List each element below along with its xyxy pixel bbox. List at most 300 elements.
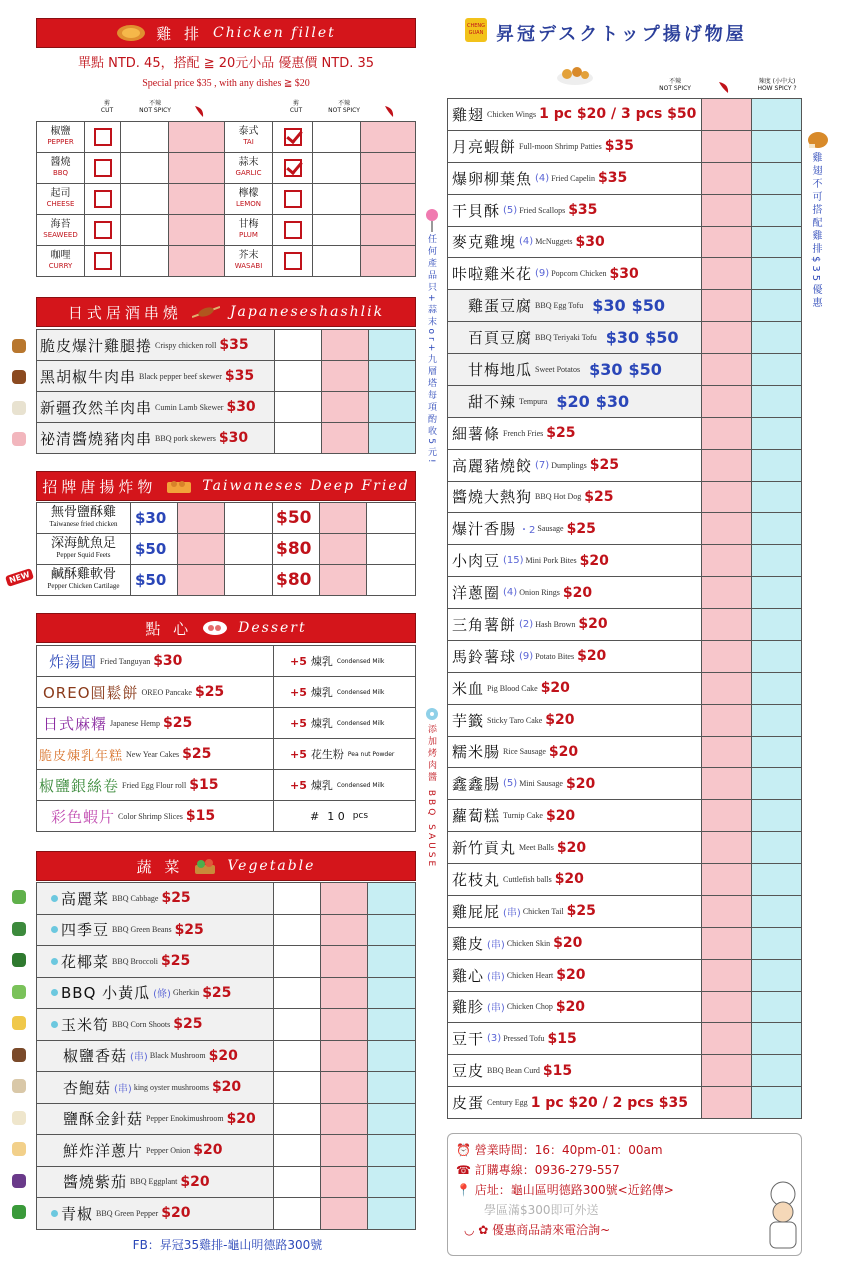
deepfried-title-en: Taiwaneses Deep Fried <box>202 478 410 494</box>
menu-item[interactable]: 雞皮 (串) Chicken Skin $20 <box>448 928 702 959</box>
cut-checkbox[interactable] <box>94 190 112 208</box>
menu-row <box>448 896 802 928</box>
level-cell[interactable] <box>752 1087 802 1118</box>
spicy-cell[interactable] <box>321 946 368 977</box>
spicy-cell[interactable] <box>702 1023 752 1054</box>
level-cell[interactable] <box>752 609 802 640</box>
menu-row <box>448 545 802 577</box>
menu-item[interactable]: 馬鈴薯球 (9) Potato Bites $20 <box>448 641 702 672</box>
notspicy-cell[interactable] <box>121 215 169 245</box>
notspicy-cell[interactable] <box>121 184 169 214</box>
cut-checkbox[interactable] <box>94 252 112 270</box>
spicy-cell[interactable] <box>321 1167 368 1198</box>
spicy-cell[interactable] <box>169 184 225 214</box>
menu-item[interactable]: 豆干 (3) Pressed Tofu $15 <box>448 1023 702 1054</box>
spicy-cell[interactable] <box>702 545 752 576</box>
menu-item[interactable]: 蘿蔔糕 Turnip Cake $20 <box>448 800 702 831</box>
level-cell[interactable] <box>752 737 802 768</box>
menu-row: 椒鹽銀絲卷 Fried Egg Flour roll $15 +5 煉乳 Condensed Milk <box>37 770 416 801</box>
spicy-cell[interactable] <box>321 1041 368 1072</box>
menu-row <box>448 992 802 1024</box>
level-cell[interactable] <box>368 946 416 977</box>
menu-item[interactable]: 醬燒紫茄 BBQ Eggplant $20 <box>37 1167 274 1198</box>
chicken-special: Special price $35 , with any dishes ≧ $20 <box>142 78 310 89</box>
spicy-cell[interactable] <box>702 864 752 895</box>
spicy-cell[interactable] <box>321 1072 368 1103</box>
spicy-cell[interactable] <box>702 99 752 130</box>
spicy-cell[interactable] <box>361 184 416 214</box>
level-cell[interactable] <box>752 864 802 895</box>
chicken-flavor-row <box>37 122 416 153</box>
level-cell[interactable] <box>752 705 802 736</box>
spicy-cell[interactable] <box>702 896 752 927</box>
level-cell[interactable] <box>752 896 802 927</box>
menu-row <box>37 1104 416 1136</box>
spicy-cell[interactable] <box>702 322 752 353</box>
level-cell[interactable] <box>752 992 802 1023</box>
chicken-title-en: Chicken fillet <box>212 25 336 41</box>
right-howspicy-header: 辣度 (小中大) HOW SPICY ? <box>757 78 797 92</box>
menu-item[interactable]: 雞心 (串) Chicken Heart $20 <box>448 960 702 991</box>
spicy-cell[interactable] <box>702 737 752 768</box>
menu-item[interactable]: 花枝丸 Cuttlefish balls $20 <box>448 864 702 895</box>
price-small: $50 <box>131 534 178 564</box>
menu-item[interactable]: 高麗菜 BBQ Cabbage $25 <box>37 883 274 914</box>
level-cell[interactable] <box>368 915 416 946</box>
menu-item[interactable]: 深海魷魚足 Pepper Squid Feets <box>50 535 116 559</box>
chicken-leg-icon <box>806 130 830 152</box>
menu-item[interactable]: 月亮蝦餅 Full-moon Shrimp Patties $35 <box>448 131 702 162</box>
menu-item[interactable]: 四季豆 BBQ Green Beans $25 <box>37 915 274 946</box>
level-cell[interactable] <box>368 1135 416 1166</box>
spicy-cell[interactable] <box>320 534 367 564</box>
spicy-cell[interactable] <box>702 258 752 289</box>
level-cell[interactable] <box>752 195 802 226</box>
menu-item[interactable]: 甘梅地瓜 Sweet Potatos $30 $50 <box>448 354 702 385</box>
level-cell[interactable] <box>368 1167 416 1198</box>
menu-row <box>448 864 802 896</box>
level-cell[interactable] <box>752 513 802 544</box>
menu-row <box>37 1167 416 1199</box>
level-cell[interactable] <box>752 450 802 481</box>
spicy-cell[interactable] <box>169 215 225 245</box>
lamb-icon <box>12 401 26 415</box>
menu-row <box>448 928 802 960</box>
level-cell[interactable] <box>752 673 802 704</box>
menu-item[interactable]: 雞蛋豆腐 BBQ Egg Tofu $30 $50 <box>448 290 702 321</box>
menu-row <box>448 290 802 322</box>
cabbage-icon <box>12 890 26 904</box>
mushroom-icon <box>12 1048 26 1062</box>
menu-item[interactable]: 鹽酥金針菇 Pepper Enokimushroom $20 <box>37 1104 274 1135</box>
level-cell[interactable] <box>368 1041 416 1072</box>
corn-icon <box>12 1016 26 1030</box>
menu-row <box>448 513 802 545</box>
menu-item[interactable]: 無骨鹽酥雞 Taiwanese fried chicken <box>49 504 118 528</box>
brand-logo: CHENG GUAN <box>465 18 487 42</box>
menu-item[interactable]: 椒鹽香菇 (串) Black Mushroom $20 <box>37 1041 274 1072</box>
menu-item[interactable]: 豆皮 BBQ Bean Curd $15 <box>448 1055 702 1086</box>
menu-row <box>448 450 802 482</box>
menu-item[interactable]: 青椒 BBQ Green Pepper $20 <box>37 1198 274 1229</box>
location-pin-icon: 📍 <box>456 1183 475 1197</box>
chicken-cut-header-l: 剪 CUT <box>100 100 114 114</box>
menu-row <box>37 330 416 361</box>
spicy-cell[interactable] <box>321 1135 368 1166</box>
spicy-cell[interactable] <box>178 565 225 595</box>
deepfried-table <box>36 502 416 596</box>
fried-basket-icon <box>166 478 192 494</box>
chef-icon <box>758 1180 808 1250</box>
cut-checkbox[interactable] <box>94 159 112 177</box>
chicken-title-cn: 雞 排 <box>156 24 203 43</box>
spicy-cell[interactable] <box>702 354 752 385</box>
spicy-cell[interactable] <box>702 673 752 704</box>
level-cell[interactable] <box>752 928 802 959</box>
spicy-cell[interactable] <box>321 1104 368 1135</box>
spicy-cell[interactable] <box>320 503 367 533</box>
dessert-table <box>36 645 416 832</box>
level-cell[interactable] <box>752 258 802 289</box>
level-cell[interactable] <box>752 832 802 863</box>
spicy-cell[interactable] <box>178 534 225 564</box>
spicy-cell[interactable] <box>702 227 752 258</box>
spicy-cell[interactable] <box>702 450 752 481</box>
menu-item[interactable]: 芋籤 Sticky Taro Cake $20 <box>448 705 702 736</box>
notspicy-cell[interactable] <box>313 246 361 276</box>
menu-row <box>448 737 802 769</box>
chicken-fillet-icon <box>116 24 146 42</box>
spicy-cell[interactable] <box>702 163 752 194</box>
spicy-cell[interactable] <box>169 153 225 183</box>
menu-item[interactable]: 高麗豬燒餃 (7) Dumplings $25 <box>448 450 702 481</box>
menu-row <box>37 1041 416 1073</box>
notspicy-cell[interactable] <box>121 122 169 152</box>
spicy-cell[interactable] <box>702 386 752 417</box>
spicy-cell[interactable] <box>702 195 752 226</box>
notspicy-cell[interactable] <box>121 246 169 276</box>
cucumber-icon <box>12 985 26 999</box>
spicy-cell[interactable] <box>361 122 416 152</box>
level-cell[interactable] <box>752 960 802 991</box>
notspicy-cell[interactable] <box>313 215 361 245</box>
right-menu-table <box>447 98 802 1119</box>
spicy-cell[interactable] <box>321 978 368 1009</box>
chicken-flavor-row <box>37 184 416 215</box>
skewer-title-en: Japaneseshashlik <box>229 304 385 320</box>
spicy-cell[interactable] <box>702 131 752 162</box>
dessert-title-en: Dessert <box>238 620 307 636</box>
menu-item[interactable]: 新疆孜然羊肉串 Cumin Lamb Skewer $30 <box>37 392 275 422</box>
menu-row: 脆皮煉乳年糕 New Year Cakes $25 +5 花生粉 Pea nut Powder <box>37 739 416 770</box>
level-cell[interactable] <box>368 1198 416 1229</box>
menu-row: OREO圓鬆餅 OREO Pancake $25 +5 煉乳 Condensed Milk <box>37 677 416 708</box>
broccoli-icon <box>12 953 26 967</box>
cut-checkbox[interactable] <box>94 221 112 239</box>
menu-item[interactable]: 細薯條 French Fries $25 <box>448 418 702 449</box>
menu-item[interactable]: 彩色蝦片 Color Shrimp Slices $15 <box>37 801 274 831</box>
menu-item[interactable]: 干貝酥 (5) Fried Scallops $35 <box>448 195 702 226</box>
beans-icon <box>12 922 26 936</box>
notspicy-cell[interactable] <box>121 153 169 183</box>
cut-checkbox[interactable] <box>284 190 302 208</box>
dessert-title-cn: 點 心 <box>145 619 193 638</box>
menu-item[interactable]: 小肉豆 (15) Mini Pork Bites $20 <box>448 545 702 576</box>
menu-item[interactable]: 醬燒大熱狗 BBQ Hot Dog $25 <box>448 482 702 513</box>
menu-row <box>448 832 802 864</box>
spicy-cell[interactable] <box>702 992 752 1023</box>
chicken-notspicy-header-l: 不辣 NOT SPICY <box>139 100 171 114</box>
menu-item[interactable]: 日式麻糬 Japanese Hemp $25 <box>37 708 274 738</box>
skewer-header <box>36 297 416 327</box>
menu-row <box>448 1055 802 1087</box>
menu-item[interactable]: 雞胗 (串) Chicken Chop $20 <box>448 992 702 1023</box>
menu-item[interactable]: 黑胡椒牛肉串 Black pepper beef skewer $35 <box>37 361 275 391</box>
menu-row <box>448 258 802 290</box>
level-cell[interactable] <box>369 330 416 360</box>
hours: ⏰ 營業時間：16：40pm-01：00am <box>456 1143 663 1157</box>
level-cell[interactable] <box>752 290 802 321</box>
menu-row <box>448 1023 802 1055</box>
flower-icon <box>424 706 440 722</box>
menu-item[interactable]: 鹹酥雞軟骨 Pepper Chicken Cartilage <box>47 566 120 590</box>
menu-item[interactable]: 麥克雞塊 (4) McNuggets $30 <box>448 227 702 258</box>
promo-note: ◡ ✿ 優惠商品請來電洽詢~ <box>464 1223 611 1237</box>
level-cell[interactable] <box>368 1072 416 1103</box>
menu-item[interactable]: 皮蛋 Century Egg 1 pc $20 / 2 pcs $35 <box>448 1087 702 1118</box>
spicy-cell[interactable] <box>322 392 369 422</box>
menu-row <box>37 565 416 596</box>
spicy-cell[interactable] <box>702 1087 752 1118</box>
menu-item[interactable]: 咔啦雞米花 (9) Popcorn Chicken $30 <box>448 258 702 289</box>
level-cell[interactable] <box>368 1104 416 1135</box>
spicy-cell[interactable] <box>702 705 752 736</box>
menu-item[interactable]: 三角薯餅 (2) Hash Brown $20 <box>448 609 702 640</box>
spicy-cell[interactable] <box>321 915 368 946</box>
smile-icon: ◡ ✿ <box>464 1223 493 1237</box>
flavor-bbq: 醬燒 BBQ <box>50 157 71 177</box>
level-cell[interactable] <box>368 883 416 914</box>
menu-item[interactable]: 米血 Pig Blood Cake $20 <box>448 673 702 704</box>
skewer-table <box>36 329 416 454</box>
menu-row <box>37 1135 416 1167</box>
cut-checkbox-checked[interactable] <box>284 159 302 177</box>
menu-row <box>448 386 802 418</box>
menu-row <box>448 673 802 705</box>
flavor-wasabi: 芥末 WASABI <box>234 250 263 270</box>
spicy-cell[interactable] <box>702 832 752 863</box>
spicy-cell[interactable] <box>702 577 752 608</box>
menu-item[interactable]: 炸湯圓 Fried Tanguyan $30 <box>37 646 274 676</box>
spicy-cell[interactable] <box>702 928 752 959</box>
spicy-cell[interactable] <box>702 290 752 321</box>
spicy-cell[interactable] <box>702 1055 752 1086</box>
menu-item[interactable]: 玉米筍 BBQ Corn Shoots $25 <box>37 1009 274 1040</box>
dessert-header <box>36 613 416 643</box>
price-large: $80 <box>273 534 320 564</box>
address: 📍 店址：龜山區明德路300號<近銘傳> <box>456 1183 674 1197</box>
level-cell[interactable] <box>368 978 416 1009</box>
spicy-cell[interactable] <box>321 1198 368 1229</box>
level-cell[interactable] <box>752 1055 802 1086</box>
menu-item[interactable]: OREO圓鬆餅 OREO Pancake $25 <box>37 677 274 707</box>
level-cell[interactable] <box>752 322 802 353</box>
menu-row <box>448 705 802 737</box>
cut-checkbox[interactable] <box>284 221 302 239</box>
spicy-cell[interactable] <box>702 800 752 831</box>
cow-icon <box>12 370 26 384</box>
menu-row <box>37 1198 416 1230</box>
brand-title: 昇冠デスクトップ揚げ物屋 <box>496 24 747 45</box>
menu-item[interactable]: 椒鹽銀絲卷 Fried Egg Flour roll $15 <box>37 770 274 800</box>
level-cell[interactable] <box>368 1009 416 1040</box>
level-cell[interactable] <box>752 99 802 130</box>
menu-row <box>37 361 416 392</box>
level-cell[interactable] <box>752 1023 802 1054</box>
deepfried-header <box>36 471 416 501</box>
notspicy-cell[interactable] <box>313 153 361 183</box>
menu-row <box>37 915 416 947</box>
spicy-cell[interactable] <box>361 215 416 245</box>
menu-item[interactable]: 鮮炸洋蔥片 Pepper Onion $20 <box>37 1135 274 1166</box>
menu-item[interactable]: 雞屁屁 (串) Chicken Tail $25 <box>448 896 702 927</box>
menu-item[interactable]: 脆皮爆汁雞腿捲 Crispy chicken roll $35 <box>37 330 275 360</box>
menu-item[interactable]: BBQ 小黃瓜 (條) Gherkin $25 <box>37 978 274 1009</box>
facebook-footer[interactable]: FB：昇冠35雞排-龜山明德路300號 <box>132 1238 323 1252</box>
menu-row <box>448 1087 802 1119</box>
chili-icon <box>716 80 732 94</box>
cut-checkbox-checked[interactable] <box>284 128 302 146</box>
menu-item[interactable]: 洋蔥圈 (4) Onion Rings $20 <box>448 577 702 608</box>
oyster-mushroom-icon <box>12 1079 26 1093</box>
spicy-cell[interactable] <box>169 122 225 152</box>
menu-item[interactable]: 杏鮑菇 (串) king oyster mushrooms $20 <box>37 1072 274 1103</box>
spicy-cell[interactable] <box>702 960 752 991</box>
menu-item[interactable]: 百頁豆腐 BBQ Teriyaki Tofu $30 $50 <box>448 322 702 353</box>
level-cell[interactable] <box>752 800 802 831</box>
menu-row <box>448 131 802 163</box>
spicy-cell[interactable] <box>702 641 752 672</box>
level-cell[interactable] <box>752 641 802 672</box>
price-small: $50 <box>131 565 178 595</box>
notspicy-cell[interactable] <box>313 122 361 152</box>
level-cell[interactable] <box>369 392 416 422</box>
menu-row <box>448 227 802 259</box>
chicken-notspicy-header-r: 不辣 NOT SPICY <box>328 100 360 114</box>
spicy-cell[interactable] <box>321 1009 368 1040</box>
right-notspicy-header: 不辣 NOT SPICY <box>659 78 691 92</box>
level-cell[interactable] <box>752 768 802 799</box>
veg-header <box>36 851 416 881</box>
spicy-cell[interactable] <box>322 330 369 360</box>
bbq-note: 添加烤肉醬 BBQ SAUSE <box>426 724 436 870</box>
menu-item[interactable]: 糯米腸 Rice Sausage $20 <box>448 737 702 768</box>
level-cell[interactable] <box>752 545 802 576</box>
flavor-lemon: 檸檬 LEMON <box>235 188 262 208</box>
menu-row <box>448 960 802 992</box>
menu-item[interactable]: 祕清醬燒豬肉串 BBQ pork skewers $30 <box>37 423 275 453</box>
phone[interactable]: ☎ 訂購專線：0936-279-557 <box>456 1163 620 1177</box>
menu-item[interactable]: 新竹貢丸 Meet Balls $20 <box>448 832 702 863</box>
menu-row <box>37 503 416 534</box>
onion-icon <box>12 1142 26 1156</box>
level-cell[interactable] <box>752 482 802 513</box>
level-cell[interactable] <box>752 131 802 162</box>
skewer-title-cn: 日式居酒串燒 <box>67 303 182 322</box>
chicken-price-line: 單點 NTD. 45，搭配 ≧ 20元小品 優惠價 NTD. 35 <box>77 56 375 71</box>
level-cell[interactable] <box>752 163 802 194</box>
menu-item[interactable]: 鑫鑫腸 (5) Mini Sausage $20 <box>448 768 702 799</box>
price-large: $80 <box>273 565 320 595</box>
menu-row: 炸湯圓 Fried Tanguyan $30 +5 煉乳 Condensed Milk <box>37 646 416 677</box>
chicken-flavor-row <box>37 215 416 246</box>
spicy-cell[interactable] <box>178 503 225 533</box>
level-cell[interactable] <box>752 227 802 258</box>
menu-row <box>37 978 416 1010</box>
pig-icon <box>12 432 26 446</box>
info-box <box>447 1133 802 1256</box>
level-cell[interactable] <box>752 418 802 449</box>
chili-icon <box>382 104 396 118</box>
menu-row <box>448 609 802 641</box>
menu-row <box>37 423 416 454</box>
level-cell[interactable] <box>752 386 802 417</box>
green-pepper-icon <box>12 1205 26 1219</box>
menu-item[interactable]: 甜不辣 Tempura $20 $30 <box>448 386 702 417</box>
vegetable-basket-icon <box>193 857 217 875</box>
cut-checkbox[interactable] <box>94 128 112 146</box>
spicy-cell[interactable] <box>322 361 369 391</box>
menu-item[interactable]: 雞翅 Chicken Wings 1 pc $20 / 3 pcs $50 <box>448 99 702 130</box>
spicy-cell[interactable] <box>322 423 369 453</box>
fried-snacks-icon <box>555 60 595 86</box>
wings-note: 雞翅不可搭配雞排$35優惠 <box>810 152 821 311</box>
menu-row <box>37 883 416 915</box>
delivery-note: 學區滿$300即可外送 <box>484 1203 599 1217</box>
spicy-cell[interactable] <box>702 482 752 513</box>
skewer-icon <box>192 305 220 319</box>
menu-row <box>37 1009 416 1041</box>
level-cell[interactable] <box>752 577 802 608</box>
level-cell[interactable] <box>369 423 416 453</box>
menu-item[interactable]: 花椰菜 BBQ Broccoli $25 <box>37 946 274 977</box>
menu-row <box>37 1072 416 1104</box>
spicy-cell[interactable] <box>702 768 752 799</box>
spicy-cell[interactable] <box>169 246 225 276</box>
chicken-flavor-row <box>37 153 416 184</box>
spicy-cell[interactable] <box>702 609 752 640</box>
cut-checkbox[interactable] <box>284 252 302 270</box>
spicy-cell[interactable] <box>702 418 752 449</box>
flavor-tai: 泰式 TAI <box>238 126 259 146</box>
veg-table <box>36 882 416 1230</box>
spicy-cell[interactable] <box>321 883 368 914</box>
menu-item[interactable]: 爆汁香腸 ・2 Sausage $25 <box>448 513 702 544</box>
spicy-cell[interactable] <box>320 565 367 595</box>
veg-title-cn: 蔬 菜 <box>136 857 184 876</box>
phone-icon: ☎ <box>456 1163 475 1177</box>
spicy-cell[interactable] <box>702 513 752 544</box>
menu-item[interactable]: 爆卵柳葉魚 (4) Fried Capelin $35 <box>448 163 702 194</box>
spicy-cell[interactable] <box>361 153 416 183</box>
menu-item[interactable]: 脆皮煉乳年糕 New Year Cakes $25 <box>37 739 274 769</box>
notspicy-cell[interactable] <box>313 184 361 214</box>
chicken-animal-icon <box>12 339 26 353</box>
clock-icon: ⏰ <box>456 1143 475 1157</box>
spicy-cell[interactable] <box>361 246 416 276</box>
level-cell[interactable] <box>369 361 416 391</box>
level-cell[interactable] <box>752 354 802 385</box>
